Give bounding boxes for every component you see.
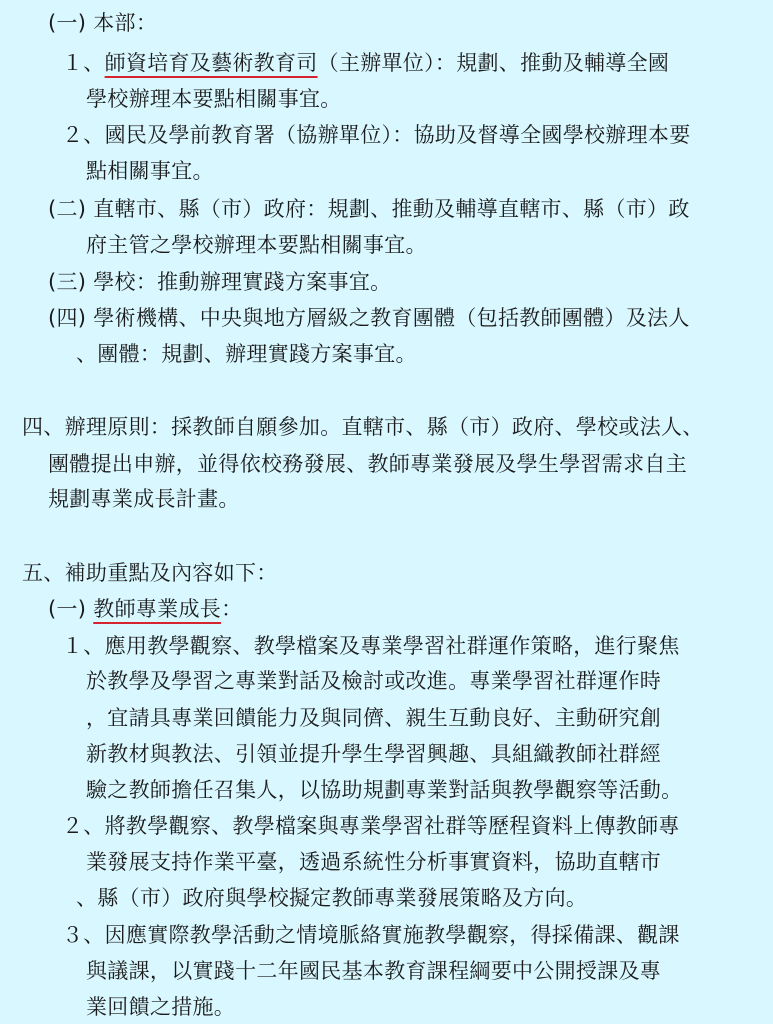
section-5-item-a [48, 594, 242, 624]
section-4-cont-1 [48, 449, 687, 479]
section-5-subitem-3-cont-2 [86, 992, 235, 1022]
section-5-subitem-1-cont-1 [86, 666, 661, 696]
subitem-text: 新教材與教法、引領並提升學生學習興趣、具組織教師社群經 [86, 742, 662, 766]
section-3-item-c [48, 267, 391, 297]
item-text: (二) 直轄市、縣（市）政府：規劃、推動及輔導直轄市、縣（市）政 [48, 197, 690, 221]
section-3-item-a-heading [48, 8, 157, 38]
section-3-item-d-cont [76, 339, 417, 369]
item-text: (三) 學校：推動辦理實踐方案事宜。 [48, 270, 392, 294]
subitem-number: １、 [62, 51, 105, 75]
section-5-heading [22, 558, 278, 588]
subitem-text: 學校辦理本要點相關事宜。 [86, 87, 342, 111]
section-3-subitem-1 [62, 48, 669, 78]
subitem-text: ，宜請具專業回饋能力及與同儕、親生互動良好、主動研究創 [86, 706, 662, 730]
subitem-text: 點相關事宜。 [86, 159, 214, 183]
subitem-text: 業回饋之措施。 [86, 995, 236, 1019]
section-4-heading [22, 412, 704, 442]
section-4-cont-2 [48, 484, 240, 514]
item-text: (四) 學術機構、中央與地方層級之教育團體（包括教師團體）及法人 [48, 306, 690, 330]
item-a-text: (一) 本部： [48, 11, 158, 35]
section-5-subitem-3-cont-1 [86, 956, 661, 986]
highlighted-text: 教師專業成長 [93, 597, 222, 621]
highlighted-text: 師資培育及藝術教育司 [104, 51, 318, 75]
section-5-subitem-3 [62, 920, 680, 950]
section-text: 五、補助重點及內容如下： [22, 561, 278, 585]
section-3-item-b-cont [86, 230, 427, 260]
section-3-item-d [48, 303, 690, 333]
subitem-text: （主辦單位）：規劃、推動及輔導全國 [317, 51, 670, 75]
section-3-subitem-2 [62, 120, 691, 150]
section-3-subitem-2-cont [86, 156, 214, 186]
subitem-text: 驗之教師擔任召集人，以協助規劃專業對話與教學觀察等活動。 [86, 778, 683, 802]
section-5-subitem-2 [62, 811, 680, 841]
subitem-text: ２、國民及學前教育署（協辦單位）：協助及督導全國學校辦理本要 [62, 123, 691, 147]
subitem-text: ２、將教學觀察、教學檔案與專業學習社群等歷程資料上傳教師專 [62, 814, 680, 838]
section-5-subitem-1-cont-3 [86, 739, 661, 769]
section-5-subitem-1-cont-4 [86, 775, 682, 805]
subitem-text: 與議課，以實踐十二年國民基本教育課程綱要中公開授課及專 [86, 959, 662, 983]
subitem-text: 於教學及學習之專業對話及檢討或改進。專業學習社群運作時 [86, 669, 662, 693]
subitem-text: 業發展支持作業平臺，透過系統性分析事實資料，協助直轄市 [86, 850, 662, 874]
section-text: 規劃專業成長計畫。 [48, 487, 240, 511]
item-number: (一) [48, 597, 94, 621]
section-text: 四、辦理原則：採教師自願參加。直轄市、縣（市）政府、學校或法人、 [22, 415, 704, 439]
subitem-text: 、縣（市）政府與學校擬定教師專業發展策略及方向。 [76, 886, 588, 910]
subitem-text: １、應用教學觀察、教學檔案及專業學習社群運作策略，進行聚焦 [62, 634, 680, 658]
section-text: 團體提出申辦，並得依校務發展、教師專業發展及學生學習需求自主 [48, 452, 687, 476]
item-text: 、團體：規劃、辦理實踐方案事宜。 [76, 342, 417, 366]
section-3-item-b [48, 194, 690, 224]
subitem-text: ３、因應實際教學活動之情境脈絡實施教學觀察，得採備課、觀課 [62, 923, 680, 947]
section-5-subitem-2-cont-1 [86, 847, 661, 877]
section-3-subitem-1-cont [86, 84, 342, 114]
section-5-subitem-1 [62, 631, 680, 661]
section-5-subitem-2-cont-2 [76, 883, 587, 913]
section-5-subitem-1-cont-2 [86, 703, 661, 733]
item-text: 府主管之學校辦理本要點相關事宜。 [86, 233, 427, 257]
item-text: ： [221, 597, 243, 621]
